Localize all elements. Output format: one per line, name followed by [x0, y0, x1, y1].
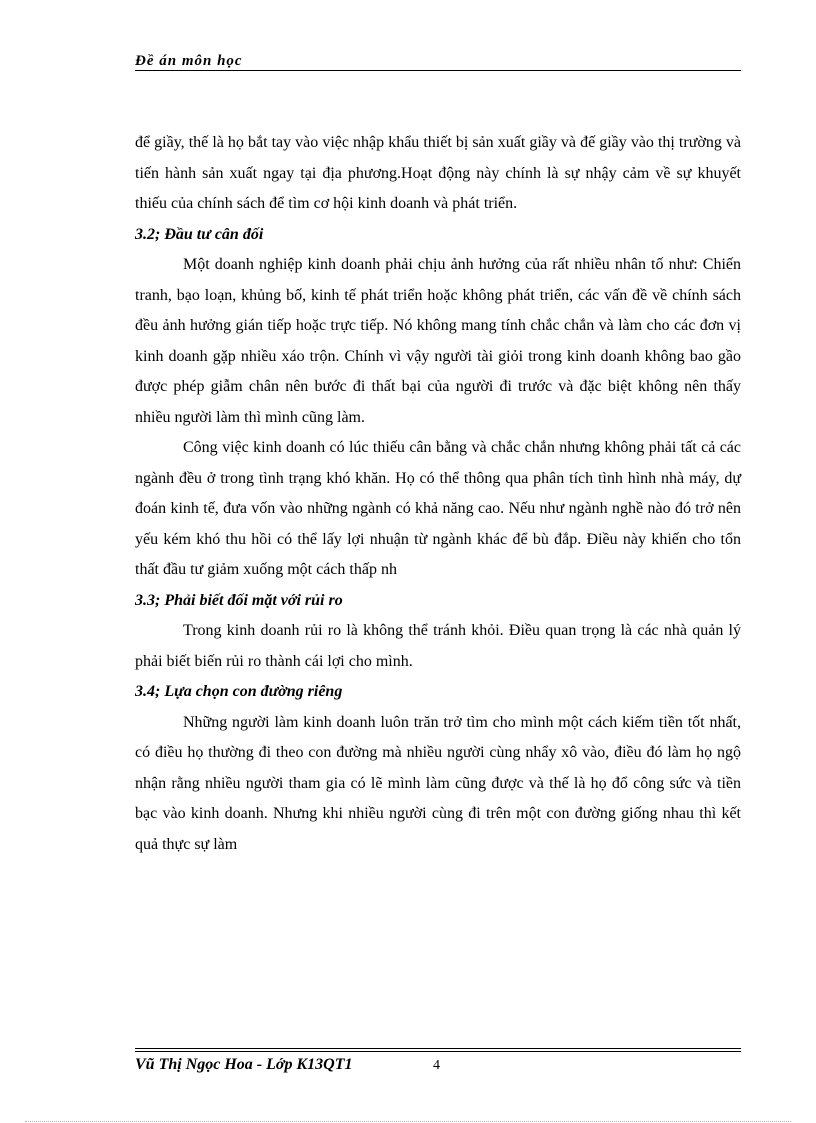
page-header [135, 50, 741, 71]
page-number: 4 [433, 1058, 440, 1073]
header-title: Đề án môn học [135, 53, 243, 69]
section-heading-3-2: 3.2; Đầu tư cân đối [135, 225, 264, 243]
footer-author: Vũ Thị Ngọc Hoa - Lớp K13QT1 [135, 1056, 353, 1073]
paragraph: Công việc kinh doanh có lúc thiếu cân bằng và chắc chắn nhưng không phải tất cả các ngành đều ở trong tình trạng khó khăn. Họ có thể thông qua phân tích tình hình nhà máy, dự đoán kinh tế, đưa vốn vào những ngành có khả năng cao. Nếu như ngành nghề nào đó trở nên yếu kém khó thu hồi có thể lấy lợi nhuận từ ngành khác để bù đắp. Điều này khiến cho tổn thất đầu tư giảm xuống một cách thấp nh [135, 439, 741, 578]
paragraph-continuation: để giầy, thế là họ bắt tay vào việc nhập khẩu thiết bị sản xuất giầy và đế giầy vào thị trường và tiến hành sản xuất ngay tại địa phương.Hoạt động này chính là sự nhậy cảm về sự khuyết thiếu của chính sách để tìm cơ hội kinh doanh và phát triển. [135, 134, 741, 212]
paragraph: Trong kinh doanh rủi ro là không thể tránh khỏi. Điều quan trọng là các nhà quản lý phải biết biến rủi ro thành cái lợi cho mình. [135, 622, 741, 670]
footer-divider [135, 1048, 741, 1049]
section-heading-3-4: 3.4; Lựa chọn con đường riêng [135, 683, 343, 700]
section-heading-3-3: 3.3; Phải biết đối mặt với rủi ro [135, 591, 343, 609]
footer-divider [135, 1051, 741, 1052]
page-break-line [25, 1121, 791, 1122]
paragraph: Những người làm kinh doanh luôn trăn trở tìm cho mình một cách kiếm tiền tốt nhất, có điều họ thường đi theo con đường mà nhiều người cùng nhẩy xô vào, điều đó làm họ ngộ nhận rằng nhiều người tham gia có lẽ mình làm cũng được và thế là họ đổ công sức và tiền bạc vào kinh doanh. Nhưng khi nhiều người cùng đi trên một con đường giống nhau thì kết quả thực sự làm [135, 713, 741, 853]
paragraph: Một doanh nghiệp kinh doanh phải chịu ảnh hưởng của rất nhiều nhân tố như: Chiến tranh, bạo loạn, khủng bố, kinh tế phát triển hoặc không phát triển, các vấn đề về chính sách đều ảnh hưởng gián tiếp hoặc trực tiếp. Nó không mang tính chắc chắn và làm cho các đơn vị kinh doanh gặp nhiều xáo trộn. Chính vì vậy người tài giỏi trong kinh doanh không bao gầo được phép giẫm chân nên bước đi thất bại của người đi trước và đặc biệt không nên thấy nhiều người làm thì mình cũng làm. [135, 256, 741, 426]
document-body [135, 128, 741, 860]
